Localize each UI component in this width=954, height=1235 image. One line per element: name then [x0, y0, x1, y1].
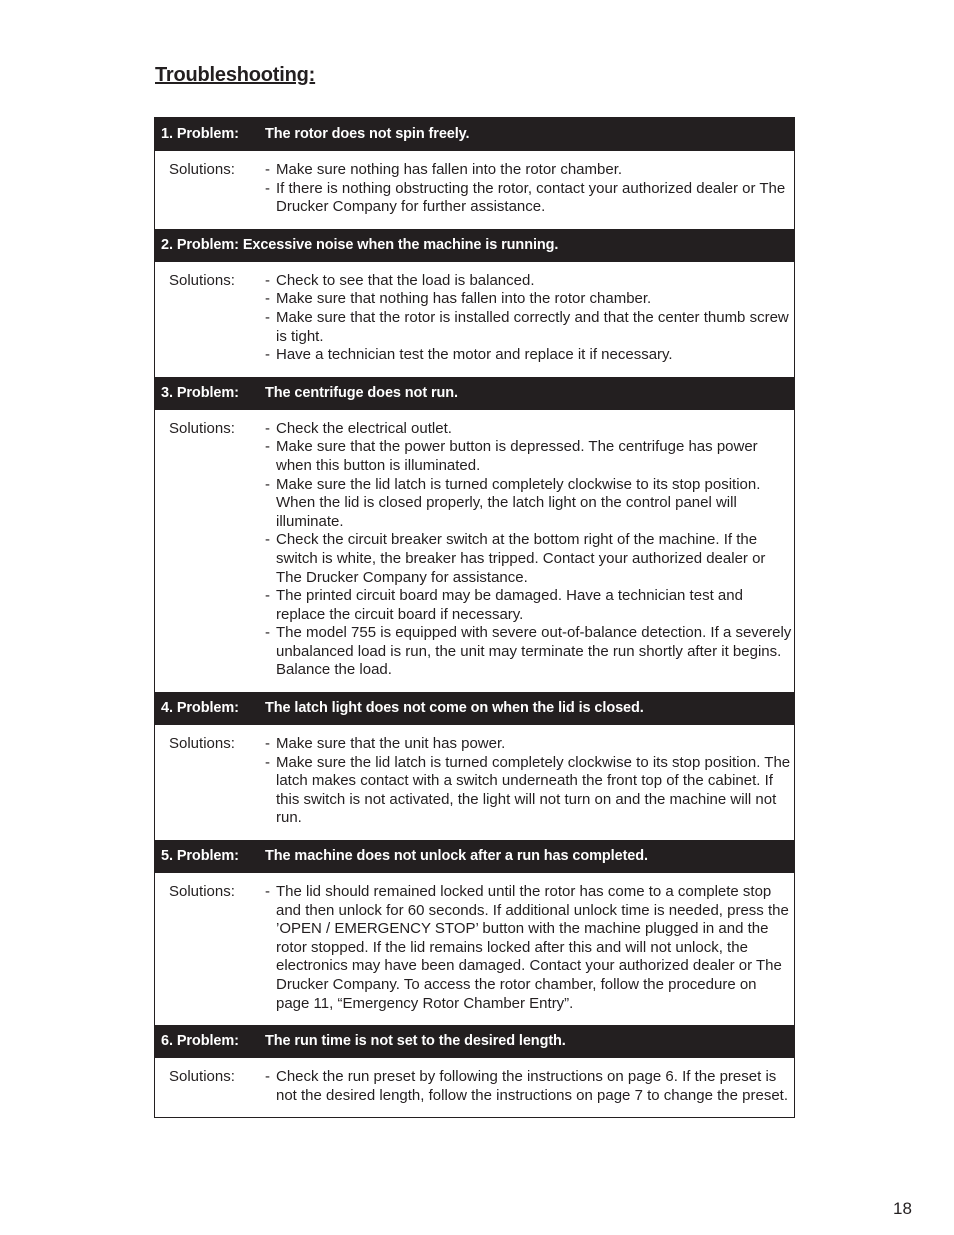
- problem-number: 4. Problem:: [161, 700, 239, 717]
- solution-item: - The printed circuit board may be damaged. Have a technician test and replace the circuit board if necessary.: [265, 587, 794, 624]
- solutions-block: [155, 1058, 794, 1117]
- solutions-label: Solutions:: [169, 883, 235, 901]
- solution-item: - Make sure the lid latch is turned completely clockwise to its stop position. When the lid is closed properly, the latch light on the control panel will illuminate.: [265, 476, 794, 532]
- solution-item: - Make sure that the power button is depressed. The centrifuge has power when this button is illuminated.: [265, 438, 794, 475]
- problem-text: The latch light does not come on when the lid is closed.: [265, 700, 644, 717]
- solution-item: - Check the run preset by following the instructions on page 6. If the preset is not the desired length, follow the instructions on page 7 to change the preset.: [265, 1068, 794, 1105]
- solution-item: - Make sure that the rotor is installed correctly and that the center thumb screw is tight.: [265, 309, 794, 346]
- problem-section-5: [155, 840, 794, 1025]
- solution-item: - Make sure that the unit has power.: [265, 735, 794, 754]
- solutions-block: [155, 262, 794, 377]
- solutions-label: Solutions:: [169, 161, 235, 178]
- problem-header: [155, 692, 794, 725]
- solutions-label: Solutions:: [169, 419, 235, 437]
- problem-header: [155, 377, 794, 410]
- problem-number: 1. Problem:: [161, 126, 239, 142]
- solutions-block: [155, 410, 794, 692]
- problem-number: 3. Problem:: [161, 384, 239, 401]
- solutions-label: Solutions:: [169, 735, 235, 753]
- problem-section-3: [155, 377, 794, 692]
- solution-item: - Make sure the lid latch is turned completely clockwise to its stop position. The latch makes contact with a switch underneath the front top of the cabinet. If this switch is not activated, the light will not turn on and the machine will not run.: [265, 754, 794, 828]
- solutions-block: [155, 725, 794, 840]
- solutions-label: Solutions:: [169, 1068, 235, 1086]
- solutions-block: [155, 873, 794, 1025]
- page-number: 18: [893, 1199, 912, 1218]
- solution-item: - If there is nothing obstructing the rotor, contact your authorized dealer or The Drucker Company for further assistance.: [265, 180, 794, 217]
- problem-section-1: [155, 118, 794, 229]
- problem-text: The rotor does not spin freely.: [265, 126, 470, 142]
- problem-header: [155, 1025, 794, 1058]
- problem-text: The machine does not unlock after a run has completed.: [265, 848, 648, 865]
- solution-item: - Make sure nothing has fallen into the rotor chamber.: [265, 161, 794, 180]
- problem-section-4: [155, 692, 794, 840]
- problem-text: The centrifuge does not run.: [265, 384, 458, 401]
- problem-number: 2. Problem:: [161, 236, 239, 253]
- solution-item: - Check the electrical outlet.: [265, 420, 794, 439]
- problem-section-6: [155, 1025, 794, 1117]
- problem-number: 6. Problem:: [161, 1033, 239, 1050]
- solution-item: - The lid should remained locked until the rotor has come to a complete stop and then unlock for 60 seconds. If additional unlock time is needed, press the ’OPEN / EMERGENCY STOP’ button with the machine plugged in and the rotor stopped. If the lid remains locked after this and will not unlock, the electronics may have been damaged. Contact your authorized dealer or The Drucker Company. To access the rotor chamber, follow the procedure on page 11, “Emergency Rotor Chamber Entry”.: [265, 883, 794, 1013]
- solutions-label: Solutions:: [169, 271, 235, 289]
- solution-item: - Have a technician test the motor and replace it if necessary.: [265, 346, 794, 365]
- problem-header: [155, 840, 794, 873]
- troubleshooting-table: [154, 117, 795, 1118]
- solution-item: - Check the circuit breaker switch at the bottom right of the machine. If the switch is white, the breaker has tripped. Contact your authorized dealer or The Drucker Company for assistance.: [265, 531, 794, 587]
- problem-section-2: [155, 229, 794, 377]
- problem-number: 5. Problem:: [161, 848, 239, 865]
- solution-item: - The model 755 is equipped with severe out-of-balance detection. If a severely unbalanced load is run, the unit may terminate the run shortly after it begins. Balance the load.: [265, 624, 794, 680]
- problem-text: The run time is not set to the desired length.: [265, 1033, 566, 1050]
- solutions-block: [155, 151, 794, 229]
- page-title: Troubleshooting:: [155, 64, 316, 86]
- problem-header: [155, 229, 794, 262]
- problem-header: [155, 118, 794, 151]
- solution-item: - Check to see that the load is balanced.: [265, 272, 794, 291]
- problem-text: Excessive noise when the machine is running.: [242, 236, 559, 253]
- solution-item: - Make sure that nothing has fallen into the rotor chamber.: [265, 290, 794, 309]
